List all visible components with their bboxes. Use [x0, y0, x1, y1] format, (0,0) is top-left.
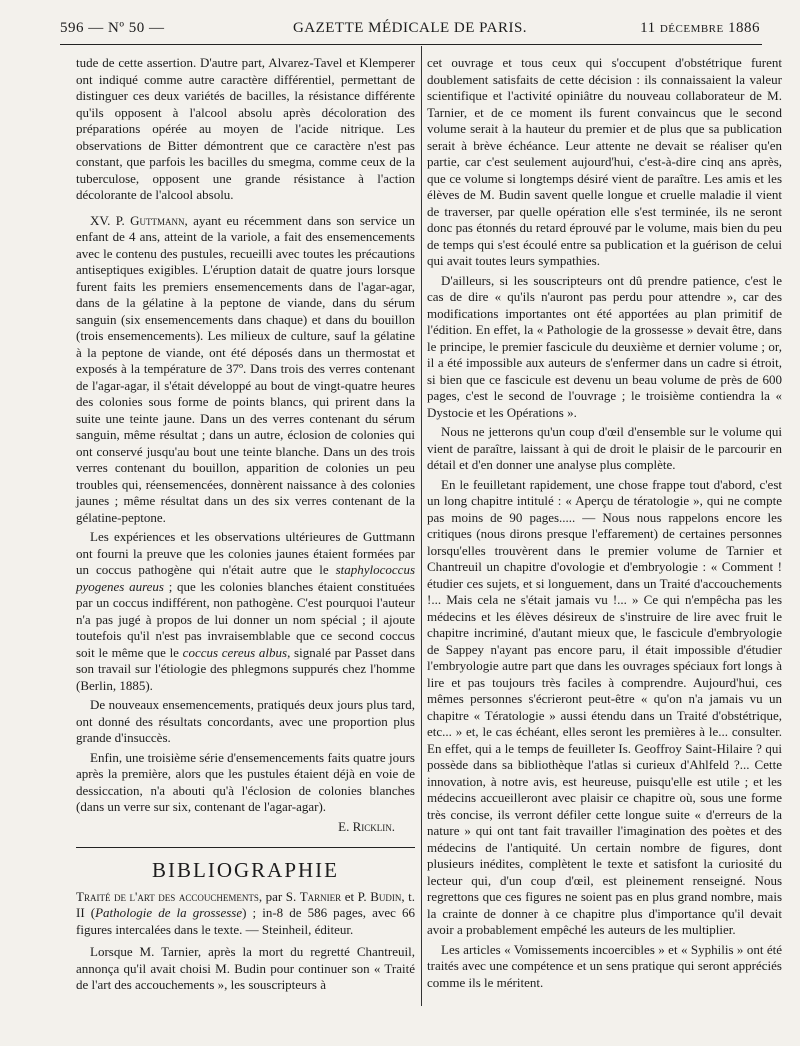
- species-coccus-cereus: coccus cereus albus: [182, 644, 288, 660]
- left-paragraph-3-part-a: Les expériences et les observations ultérieures de Guttmann ont fourni la preuve que les colonies jaunes étaient formées par un coccus pathogène qui n'était autre que le: [76, 529, 415, 577]
- left-paragraph-2: [76, 213, 415, 527]
- left-paragraph-1: tude de cette assertion. D'autre part, Alvarez-Tavel et Klemperer ont indiqué comme autre caractère différentiel, permettant de distinguer ces deux variétés de bacilles, la résistance différente qu'ils opposent à l'alcool absolu après décoloration des préparations opérée au moyen de l'acide nitrique. Les observations de Bitter démontrent que ce caractère n'est pas constant, que parfois les bacilles du smegma, comme ceux de la tuberculose, opposent une grande résistance à l'action décolorante de l'alcool absolu.: [76, 55, 415, 202]
- book-title: Traité de l'art des accouchements: [76, 888, 259, 904]
- page-number: 596 — Nº 50 —: [60, 20, 165, 36]
- article-signature: E. Ricklin.: [338, 818, 395, 834]
- left-paragraph-5: Enfin, une troisième série d'ensemencements faits quatre jours après la première, alors que les pustules étaient déjà en voie de dessiccation, n'a abouti qu'à l'éclosion de colonies blanches (dans un verre sur six, contenant de l'agar-agar).: [76, 749, 415, 814]
- right-paragraph-1: cet ouvrage et tous ceux qui s'occupent d'obstétrique furent doublement satisfaits de cette décision : ils connaissaient la valeur scientifique et l'activité opiniâtre du nouveau collaborateur de M. Tarnier, et de ce moment ils furent convaincus que le second volume serait à la hauteur du premier et de plus que sa publication serait à brève échéance. Leur attente ne devait se réaliser qu'en partie, car c'est seulement aujourd'hui, c'est-à-dire cinq ans après, que ce volume si longtemps désiré vient de paraître. Les amis et les élèves de M. Budin savent quelle longue et cruelle maladie il vient de traverser, par quelle opération elle s'est terminée, ils ne seront donc pas étonnés du retard éprouvé par le volume, mais bien du peu de temps qui s'est écoulé entre sa publication et la guérison de celui qui avait toutes leurs sympathies.: [427, 55, 782, 268]
- biblio-part-d: et P.: [341, 888, 371, 904]
- left-paragraph-2-lead: XV. P.: [90, 212, 131, 228]
- volume-subtitle: Pathologie de la grossesse: [95, 905, 243, 920]
- left-paragraph-3: [76, 529, 415, 694]
- issue-year: 1886: [728, 20, 760, 36]
- biblio-part-b: , par S.: [258, 888, 300, 904]
- bibliography-rule: [76, 847, 415, 848]
- right-paragraph-2: D'ailleurs, si les souscripteurs ont dû prendre patience, c'est le cas de dire « qu'ils n'auront pas perdu pour attendre », car des modifications importantes ont été apportées au plan primitif de l'édition. En effet, la « Pathologie de la grossesse » devait être, dans le principe, le premier fascicule du deuxième et dernier volume ; or, il a été impossible aux auteurs de s'enfermer dans un cadre si étroit, si bien que ce fascicule est devenu un beau volume de près de 600 pages, c'est le second de l'ouvrage ; le troisième contiendra la « Dystocie et les Opérations ».: [427, 272, 782, 420]
- biblio-part-f: , t. II (: [76, 888, 415, 920]
- bibliography-section: [76, 847, 415, 994]
- biblio-part-h: ) ; in-8 de 586 pages, avec 66 figures intercalées dans le texte. — Steinheil, éditeur.: [76, 905, 415, 937]
- author-guttmann: Guttmann: [130, 212, 185, 228]
- issue-month: décembre: [659, 20, 724, 36]
- issue-day: 11: [640, 20, 656, 36]
- right-paragraph-5: Les articles « Vomissements incoercibles » et « Syphilis » ont été traités avec une compétence et un sens pratique qui seront appréciés comme ils le méritent.: [427, 941, 782, 990]
- left-paragraph-6: Lorsque M. Tarnier, après la mort du regretté Chantreuil, annonça qu'il avait choisi M. Budin pour continuer son « Traité de l'art des accouchements », les souscripteurs à: [76, 944, 415, 992]
- species-staphylococcus: staphylococcus pyogenes aureus: [76, 562, 415, 594]
- column-divider: [421, 46, 422, 1006]
- author-budin: Budin: [370, 888, 402, 904]
- left-column: [76, 55, 415, 994]
- right-paragraph-4: En le feuilletant rapidement, une chose frappe tout d'abord, c'est un long chapitre intitulé : « Aperçu de tératologie », qui ne compte pas moins de 90 pages..... — Nous nous rappelons encore les critiques (nous dirons presque l'effarement) de certaines personnes lorsqu'elles trouvèrent dans le premier volume de Tarnier et Chantreuil un chapitre d'ovologie et d'embryologie : « Comment ! étudier ces sujets, et si longuement, dans un Traité d'accouchements !... Mais cela ne s'était jamais vu !... » Ce qui n'empêcha pas les médecins et les élèves désireux de s'instruire de lire avec fruit le chapitre incriminé, d'autant mieux que, le fascicule d'embryologie de Sappey n'ayant pas encore paru, il était impossible d'étudier l'embryologie autre part que dans les ouvrages spéciaux fort longs à lire et pas toujours très faciles à comprendre. Aujourd'hui, ces mêmes personnes s'écrieront peut-être « qu'on n'a jamais vu un chapitre « Tératologie » aussi étendu dans un Traité d'obstétrique, etc... » et, le cas échéant, elles seront les premières à le... consulter. En effet, qui a le temps de feuilleter Is. Geoffroy Saint-Hilaire ? qui possède dans sa bibliothèque l'atlas si curieux d'Ahlfeld ?... Cette innovation, à notre avis, est heureuse, puisqu'elle est utile ; et les médecins accueilleront avec plaisir ce chapitre où, sous une forme très concise, ils verront défiler cette longue suite « d'erreurs de la nature » qui ont tant fait travailler l'imagination des poètes et des médecins de l'antiquité. Un certain nombre de figures, dont plusieurs inédites, complètent le texte et satisfont la curiosité du lecteur qui, d'un coup d'œil, est pleinement renseigné. Nous regrettons que ces figures ne soient pas en plus grand nombre, mais la crainte de donner à ce chapitre plus d'importance qu'il devait avoir a probablement empêché les auteurs de les multiplier.: [427, 476, 782, 937]
- author-tarnier: Tarnier: [299, 888, 342, 904]
- right-column: [427, 55, 782, 991]
- left-paragraph-3-part-c: ; que les colonies blanches étaient constituées par un coccus indifférent, non pathogène. C'est pourquoi l'auteur n'a pas jugé à propos de lui donner un nom spécial ; il ajoute toutefois qu'il n'est pas invraisemblable que ce second coccus soit le même que le: [76, 578, 415, 660]
- header-rule: [60, 44, 762, 45]
- left-paragraph-2-text: , ayant eu récemment dans son service un enfant de 4 ans, atteint de la variole, a fait des ensemencements avec le contenu des pustules, recueilli avec toutes les précautions antiseptiques exigibles. L'éruption datait de quatre jours lorsque furent faits les premiers ensemencements dans de l'agar-agar, dans de la gélatine à la peptone de viande, dans du sérum sanguin (six ensemencements dans chaque) et dans du bouillon (trois ensemencements). Les milieux de culture, sauf la gélatine à la peptone de viande, ont été déposés dans un thermostat et exposés à la température de 37º. Dans trois des verres contenant de l'agar-agar, il s'était développé au bout de vingt-quatre heures des colonies sous forme de points blancs, qui prirent dans la suite une teinte jaune. Dans un des verres contenant du sérum sanguin, même résultat ; dans un autre, éclosion de colonies qui ont conservé jusqu'au bout une teinte blanche. Dans un des trois verres contenant du bouillon, apparition de colonies un peu troubles qui, réensemencées, donnèrent naissance à des colonies jaunes ; même résultat dans un des six verres contenant de la gélatine-peptone.: [76, 212, 415, 525]
- issue-date: [640, 20, 760, 37]
- right-paragraph-3: Nous ne jetterons qu'un coup d'œil d'ensemble sur le volume qui vient de paraître, laissant à qui de droit le plaisir de le parcourir en détail et d'en donner une analyse plus complète.: [427, 424, 782, 472]
- page-header: [60, 18, 760, 42]
- left-paragraph-3-part-e: , signalé par Passet dans son travail sur l'étiologie des phlegmons suppurés chez l'homme (Berlin, 1885).: [76, 644, 415, 693]
- bibliography-entry: [76, 889, 415, 939]
- bibliography-title: BIBLIOGRAPHIE: [152, 858, 339, 882]
- journal-title: GAZETTE MÉDICALE DE PARIS.: [292, 20, 528, 36]
- left-paragraph-4: De nouveaux ensemencements, pratiqués deux jours plus tard, ont donné des résultats concordants, avec une proportion plus grande d'insuccès.: [76, 697, 415, 745]
